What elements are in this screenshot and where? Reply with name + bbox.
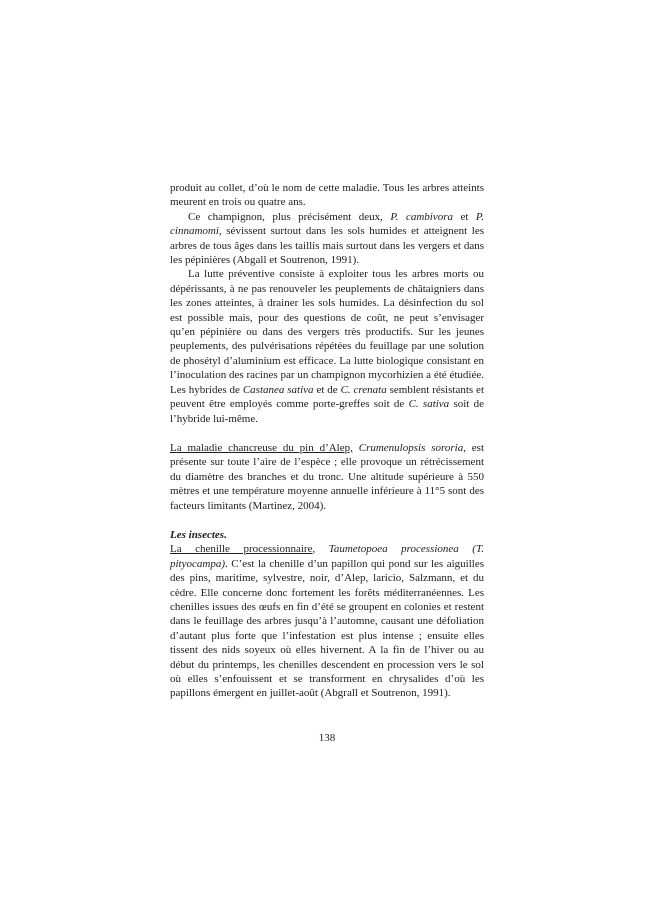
paragraph-lutte-preventive-segment: soit de l’hybride lui-même. <box>170 398 484 425</box>
paragraph-lutte-preventive <box>170 267 484 425</box>
paragraph-chenille-processionnaire-segment: . C’est la chenille d’un papillon qui pond sur les aiguilles des pins, maritime, sylvestre, noir, d’Alep, laricio, Salzmann, et du cèdre. Elle concerne donc fortement les forêts méditerranéennes. Les chenilles issues des œufs en fin d’été se groupent en colonies et restent dans le feuillage des arbres jusqu’à l’automne, causant une défoliation d’autant plus forte que l’infestation est plus intense ; ensuite elles tissent des nids soyeux où elles hivernent. A la fin de l’hiver ou au début du printemps, les chenilles descendent en procession vers le sol où elles s’enfouissent et se transforment en chrysalides d’où les papillons émergent en juillet-août (Abgrall et Soutrenon, 1991). <box>170 557 484 700</box>
paragraph-lutte-preventive-segment: C. crenata <box>340 383 387 396</box>
paragraph-maladie-chancreuse-segment: Crumenulopsis sororia <box>358 441 464 454</box>
page-number: 138 <box>318 732 336 744</box>
paragraph-champignons-phytophthora-segment: , sévissent surtout dans les sols humides et atteignent les arbres de tous âges dans les taillis mais surtout dans les vergers et dans les pépinières (Abgall et Soutrenon, 1991). <box>170 225 484 267</box>
paragraph-maladie-collet <box>170 181 484 210</box>
paragraph-chenille-processionnaire-segment: Taumetopoea processionea (T. pityocampa) <box>170 543 484 570</box>
paragraph-chenille-processionnaire <box>170 542 484 700</box>
heading-les-insectes-segment: Les insectes. <box>170 528 227 541</box>
paragraph-chenille-processionnaire-segment: , <box>312 543 329 556</box>
paragraph-maladie-collet-segment: produit au collet, d’où le nom de cette maladie. Tous les arbres atteints meurent en trois ou quatre ans. <box>170 182 484 209</box>
paragraph-maladie-chancreuse-segment: , est présente sur toute l’aire de l’espèce ; elle provoque un rétrécissement du diamètre des branches et du tronc. Une altitude supérieure à 550 mètres et une température moyenne annuelle inférieure à 11°5 sont des facteurs limitants (Martinez, 2004). <box>170 441 485 512</box>
paragraph-champignons-phytophthora-segment: P. cinnamomi <box>170 210 484 238</box>
heading-les-insectes <box>170 528 484 542</box>
paragraph-lutte-preventive-segment: Castanea sativa <box>242 383 314 396</box>
paragraph-champignons-phytophthora-segment: et <box>453 210 476 223</box>
paragraph-lutte-preventive-segment: C. sativa <box>408 398 450 411</box>
paragraph-champignons-phytophthora-segment: P. cambivora <box>390 210 453 223</box>
paragraph-lutte-preventive-segment: La lutte préventive consiste à exploiter tous les arbres morts ou dépérissants, à ne pas renouveler les peuplements de châtaigniers dans les zones atteintes, à drainer les sols humides. La désinfection du sol est possible mais, pour des questions de coût, ne peut s’envisager qu’en pépinière ou dans des vergers très productifs. Sur les jeunes peuplements, des pulvérisations répétées du feuillage par une solution de phosétyl d’aluminium est efficace. La lutte biologique consistant en l’inoculation des racines par un champignon mycorhizien a été étudiée. Les hybrides de <box>170 268 484 396</box>
paragraph-chenille-processionnaire-segment: La chenille processionnaire <box>170 543 313 556</box>
paragraph-maladie-chancreuse <box>170 441 484 513</box>
paragraph-maladie-chancreuse-segment: La maladie chancreuse du pin d’Alep, <box>170 441 353 454</box>
page-text-block <box>170 181 484 701</box>
paragraph-champignons-phytophthora <box>170 210 484 268</box>
paragraph-lutte-preventive-segment: semblent résistants et peuvent être employés comme porte-greffes soit de <box>170 383 484 411</box>
paragraph-lutte-preventive-segment: et de <box>313 383 341 396</box>
paragraph-champignons-phytophthora-segment: Ce champignon, plus précisément deux, <box>188 210 391 223</box>
